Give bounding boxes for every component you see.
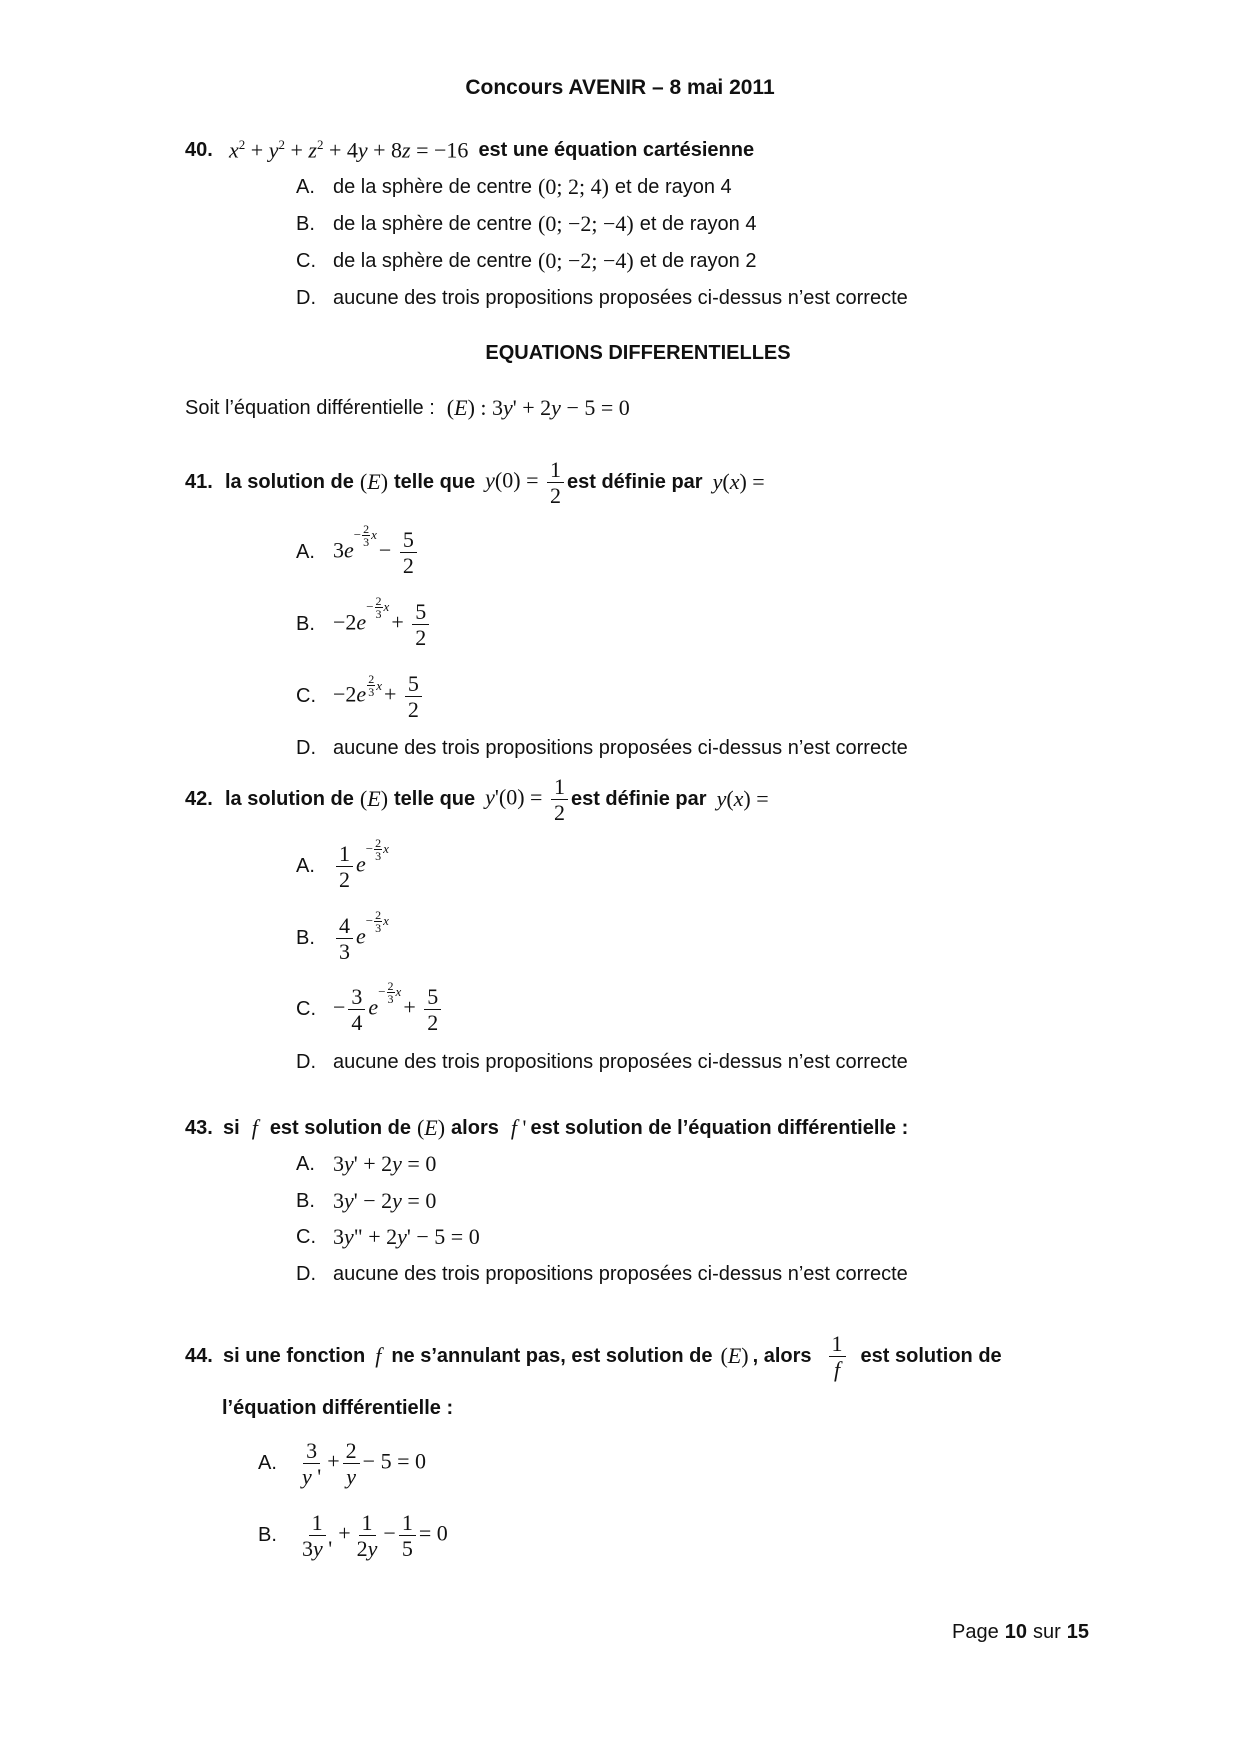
option-letter: B. [296, 926, 315, 949]
question-42 [185, 769, 769, 829]
question-43 [185, 1112, 908, 1144]
option-text: de la sphère de centre [333, 175, 533, 198]
math-symbol: (E) [720, 1343, 749, 1368]
question-number: 43. [185, 1116, 213, 1139]
option-letter: D. [296, 1050, 316, 1073]
option-b[interactable] [296, 209, 756, 239]
question-number: 40. [185, 138, 213, 161]
option-a[interactable] [296, 1149, 436, 1179]
question-text: alors [451, 1116, 499, 1139]
option-letter: A. [296, 854, 315, 877]
option-letter: B. [296, 612, 315, 635]
math-symbol: f ' [510, 1115, 527, 1140]
question-text: telle que [394, 787, 476, 810]
math-point: (0; −2; −4) [538, 248, 634, 273]
math-symbol: f [375, 1343, 382, 1368]
question-text: l’équation différentielle : [222, 1397, 454, 1419]
option-d[interactable] [296, 1259, 908, 1289]
question-text: est définie par [566, 470, 703, 493]
footer-label: Page [952, 1620, 999, 1643]
option-a[interactable] [296, 172, 732, 202]
option-letter: A. [296, 175, 315, 198]
option-b[interactable] [296, 908, 391, 968]
option-letter: C. [296, 1225, 316, 1248]
option-d[interactable] [296, 733, 908, 763]
math-equation: (E) : 3y' + 2y − 5 = 0 [446, 395, 630, 420]
math-answer: 3y' + 2y = 0 [333, 1151, 437, 1176]
option-letter: C. [296, 684, 316, 707]
option-text: et de rayon 4 [639, 212, 757, 235]
option-letter: D. [296, 1262, 316, 1285]
math-answer: 3y" + 2y' − 5 = 0 [333, 1224, 480, 1249]
option-c[interactable] [296, 666, 425, 726]
math-answer: $\frac{1}{2}$ e− 2 3 x [333, 841, 391, 892]
question-text: est une équation cartésienne [478, 138, 755, 161]
math-expression: y(x) = [716, 786, 769, 811]
math-expression: y(x) = [712, 469, 765, 494]
question-text: , alors [752, 1344, 812, 1367]
option-letter: D. [296, 736, 316, 759]
option-text: aucune des trois propositions proposées ci-dessus n’est correcte [333, 736, 908, 759]
question-41 [185, 452, 765, 512]
question-text: telle que [394, 470, 476, 493]
option-a[interactable] [258, 1430, 426, 1496]
math-answer: $\frac{1}{3y '}$ + $\frac{1}{2y}$ − $\frac{1}{5}$ = 0 [302, 1509, 448, 1561]
option-letter: C. [296, 249, 316, 272]
option-b[interactable] [296, 594, 432, 654]
math-answer: $\frac{3}{y '}$ + $\frac{2}{y}$ − 5 = 0 [302, 1437, 426, 1489]
option-a[interactable] [296, 836, 391, 896]
option-a[interactable] [296, 522, 420, 582]
question-text: si une fonction [223, 1344, 366, 1367]
question-40 [185, 135, 754, 165]
question-number: 41. [185, 470, 213, 493]
question-44 [185, 1324, 1002, 1388]
option-c[interactable] [296, 1222, 480, 1252]
option-letter: B. [258, 1523, 277, 1546]
option-text: aucune des trois propositions proposées ci-dessus n’est correcte [333, 286, 908, 309]
math-equation: $x^2 + y^2 + z^2 + 4y + 8z = -16$ [229, 136, 469, 163]
math-symbol: f [251, 1115, 258, 1140]
math-answer: 3y' − 2y = 0 [333, 1188, 437, 1213]
math-answer: −2e 2 3 x + $\frac{5}{2}$ [333, 671, 425, 722]
option-letter: A. [296, 540, 315, 563]
page-footer [952, 1617, 1089, 1647]
math-answer: − $\frac{3}{4}$ e− 2 3 x + $\frac{5}{2}$ [333, 984, 444, 1035]
math-answer: −2e− 2 3 x + $\frac{5}{2}$ [333, 599, 432, 650]
math-point: (0; −2; −4) [538, 211, 634, 236]
question-text: ne s’annulant pas, est solution de [391, 1344, 713, 1367]
question-text: est solution de [269, 1116, 411, 1139]
footer-label: sur [1032, 1620, 1061, 1643]
option-d[interactable] [296, 1047, 908, 1077]
option-letter: A. [258, 1451, 277, 1474]
page-title: Concours AVENIR – 8 mai 2011 [465, 76, 775, 99]
intro-text: Soit l’équation différentielle : [185, 396, 435, 419]
option-letter: A. [296, 1152, 315, 1175]
option-text: de la sphère de centre [333, 249, 533, 272]
math-fraction: $\frac{1}{f}$ [826, 1331, 849, 1382]
question-text: si [223, 1116, 240, 1139]
option-letter: B. [296, 1189, 315, 1212]
option-text: aucune des trois propositions proposées ci-dessus n’est correcte [333, 1262, 908, 1285]
option-c[interactable] [296, 246, 756, 276]
section-title: EQUATIONS DIFFERENTIELLES [485, 342, 791, 364]
intro-line [185, 392, 630, 424]
question-text: est solution de l’équation différentielle : [530, 1116, 909, 1139]
question-text: est définie par [570, 787, 707, 810]
question-number: 44. [185, 1344, 213, 1367]
math-condition: y(0) = $\frac{1}{2}$ [485, 457, 567, 508]
option-b[interactable] [258, 1502, 448, 1568]
question-text: la solution de [225, 470, 354, 493]
math-answer: 3e− 2 3 x − $\frac{5}{2}$ [333, 527, 420, 578]
option-text: et de rayon 4 [614, 175, 732, 198]
math-condition: y'(0) = $\frac{1}{2}$ [485, 774, 571, 825]
option-c[interactable] [296, 979, 444, 1039]
math-point: (0; 2; 4) [538, 174, 609, 199]
option-text: et de rayon 2 [639, 249, 757, 272]
math-symbol: (E) [416, 1115, 446, 1140]
question-text: est solution de [860, 1344, 1002, 1367]
option-letter: C. [296, 997, 316, 1020]
page-total: 15 [1066, 1620, 1090, 1643]
question-number: 42. [185, 787, 213, 810]
question-text: la solution de [225, 787, 354, 810]
math-symbol: (E) [359, 786, 389, 811]
option-text: de la sphère de centre [333, 212, 533, 235]
page-number: 10 [1004, 1620, 1027, 1643]
option-b[interactable] [296, 1186, 436, 1216]
math-answer: $\frac{4}{3}$ e− 2 3 x [333, 913, 391, 964]
option-d[interactable] [296, 283, 908, 313]
option-text: aucune des trois propositions proposées ci-dessus n’est correcte [333, 1050, 908, 1073]
option-letter: B. [296, 212, 315, 235]
math-symbol: (E) [359, 469, 389, 494]
option-letter: D. [296, 286, 316, 309]
